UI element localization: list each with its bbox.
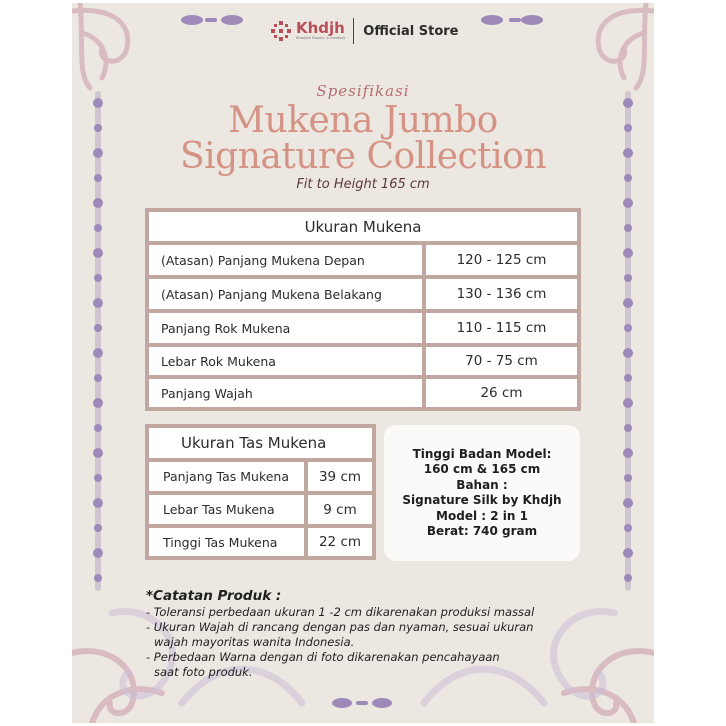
- size-row-label: Panjang Rok Mukena: [149, 313, 422, 343]
- official-store-label: Official Store: [363, 23, 459, 39]
- bag-row-value: 22 cm: [308, 528, 372, 556]
- bag-row-label: Tinggi Tas Mukena: [149, 528, 304, 556]
- size-row-value: 120 - 125 cm: [426, 245, 577, 275]
- spec-script-heading: Spesifikasi: [316, 82, 410, 100]
- product-notes: [146, 588, 586, 680]
- bag-row-value: 39 cm: [308, 462, 372, 491]
- note-line: - Perbedaan Warna dengan di foto dikarenakan pencahayaan: [146, 650, 500, 664]
- bag-row-value: 9 cm: [308, 495, 372, 524]
- note-line: - Ukuran Wajah di rancang dengan pas dan nyaman, sesuai ukuran: [146, 620, 534, 634]
- model-info-line: Model : 2 in 1: [436, 508, 528, 523]
- brand-wordmark: [296, 21, 345, 41]
- bag-table: [145, 424, 376, 560]
- fit-height-subtitle: Fit to Height 165 cm: [296, 177, 430, 192]
- product-title-line-2: Signature Collection: [179, 136, 547, 177]
- model-info-line: Berat: 740 gram: [426, 524, 538, 538]
- notes-title: *Catatan Produk :: [146, 588, 282, 604]
- brand-tagline: Khadijah Beauty in modesty: [296, 36, 346, 40]
- bottom-center-ornament: [332, 698, 392, 708]
- size-table-heading: Ukuran Mukena: [149, 212, 577, 241]
- bag-row-label: Lebar Tas Mukena: [149, 495, 304, 524]
- bag-table-heading: Ukuran Tas Mukena: [149, 428, 372, 458]
- size-row-value: 26 cm: [426, 379, 577, 407]
- corner-ornament-top-right: [598, 3, 654, 88]
- product-title-line-1: Mukena Jumbo: [228, 100, 498, 141]
- size-table: [145, 208, 581, 411]
- size-row-label: Lebar Rok Mukena: [149, 347, 422, 375]
- brand-name: Khdjh: [296, 19, 345, 37]
- size-row-value: 130 - 136 cm: [426, 279, 577, 309]
- model-info-box: [384, 425, 580, 561]
- note-line: - Toleransi perbedaan ukuran 1 -2 cm dikarenakan produksi massal: [146, 605, 535, 619]
- bag-row-label: Panjang Tas Mukena: [149, 462, 304, 491]
- note-line: wajah mayoritas wanita Indonesia.: [154, 635, 355, 649]
- size-row-label: (Atasan) Panjang Mukena Belakang: [149, 279, 422, 309]
- size-row-label: (Atasan) Panjang Mukena Depan: [149, 245, 422, 275]
- size-row-value: 70 - 75 cm: [426, 347, 577, 375]
- size-row-value: 110 - 115 cm: [426, 313, 577, 343]
- model-info-line: Bahan :: [456, 477, 508, 492]
- size-row-label: Panjang Wajah: [149, 379, 422, 407]
- model-info-line: Tinggi Badan Model:: [412, 446, 552, 461]
- note-line: saat foto produk.: [154, 665, 253, 679]
- store-header: [270, 16, 458, 46]
- model-info-line: Signature Silk by Khdjh: [402, 493, 562, 507]
- corner-ornament-top-left: [72, 3, 128, 88]
- header-divider: [353, 18, 354, 44]
- model-info-line: 160 cm & 165 cm: [423, 462, 541, 476]
- brand-logo-icon: [270, 20, 292, 42]
